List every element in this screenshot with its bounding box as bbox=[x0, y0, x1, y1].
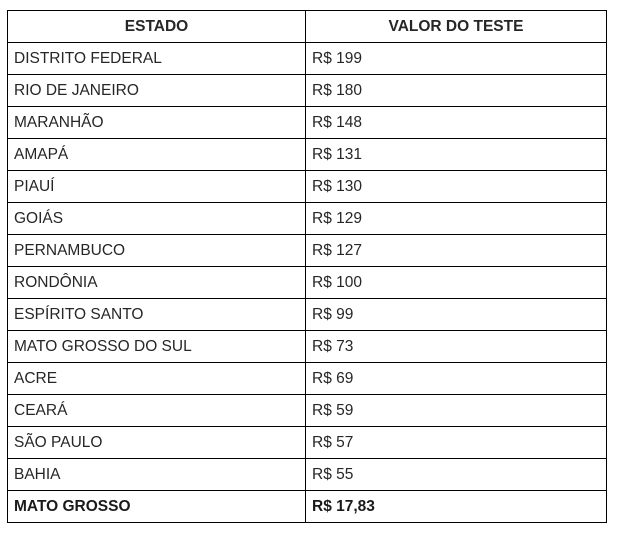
table-row bbox=[8, 427, 607, 459]
table-body bbox=[8, 43, 607, 523]
table-row bbox=[8, 459, 607, 491]
value-cell: R$ 100 bbox=[306, 267, 607, 299]
value-cell: R$ 17,83 bbox=[306, 491, 607, 523]
state-cell: CEARÁ bbox=[8, 395, 306, 427]
state-cell: MARANHÃO bbox=[8, 107, 306, 139]
state-cell: DISTRITO FEDERAL bbox=[8, 43, 306, 75]
state-cell: ESPÍRITO SANTO bbox=[8, 299, 306, 331]
value-cell: R$ 99 bbox=[306, 299, 607, 331]
state-cell: RIO DE JANEIRO bbox=[8, 75, 306, 107]
price-table bbox=[7, 10, 607, 523]
value-cell: R$ 57 bbox=[306, 427, 607, 459]
state-cell: PERNAMBUCO bbox=[8, 235, 306, 267]
state-cell: MATO GROSSO DO SUL bbox=[8, 331, 306, 363]
table-row bbox=[8, 363, 607, 395]
table-row bbox=[8, 395, 607, 427]
state-cell: BAHIA bbox=[8, 459, 306, 491]
value-cell: R$ 131 bbox=[306, 139, 607, 171]
value-cell: R$ 127 bbox=[306, 235, 607, 267]
state-cell: ACRE bbox=[8, 363, 306, 395]
table-row bbox=[8, 203, 607, 235]
state-cell: GOIÁS bbox=[8, 203, 306, 235]
header-state: ESTADO bbox=[8, 11, 306, 43]
value-cell: R$ 148 bbox=[306, 107, 607, 139]
value-cell: R$ 73 bbox=[306, 331, 607, 363]
value-cell: R$ 129 bbox=[306, 203, 607, 235]
table-row bbox=[8, 267, 607, 299]
value-cell: R$ 59 bbox=[306, 395, 607, 427]
state-cell: MATO GROSSO bbox=[8, 491, 306, 523]
table-row bbox=[8, 107, 607, 139]
table-row bbox=[8, 491, 607, 523]
value-cell: R$ 180 bbox=[306, 75, 607, 107]
table-row bbox=[8, 139, 607, 171]
header-value: VALOR DO TESTE bbox=[306, 11, 607, 43]
value-cell: R$ 55 bbox=[306, 459, 607, 491]
value-cell: R$ 199 bbox=[306, 43, 607, 75]
state-cell: PIAUÍ bbox=[8, 171, 306, 203]
state-cell: RONDÔNIA bbox=[8, 267, 306, 299]
table-row bbox=[8, 299, 607, 331]
value-cell: R$ 69 bbox=[306, 363, 607, 395]
table-row bbox=[8, 235, 607, 267]
value-cell: R$ 130 bbox=[306, 171, 607, 203]
table-header-row bbox=[8, 11, 607, 43]
table-row bbox=[8, 43, 607, 75]
table-row bbox=[8, 331, 607, 363]
state-cell: SÃO PAULO bbox=[8, 427, 306, 459]
state-cell: AMAPÁ bbox=[8, 139, 306, 171]
table-row bbox=[8, 171, 607, 203]
table-row bbox=[8, 75, 607, 107]
